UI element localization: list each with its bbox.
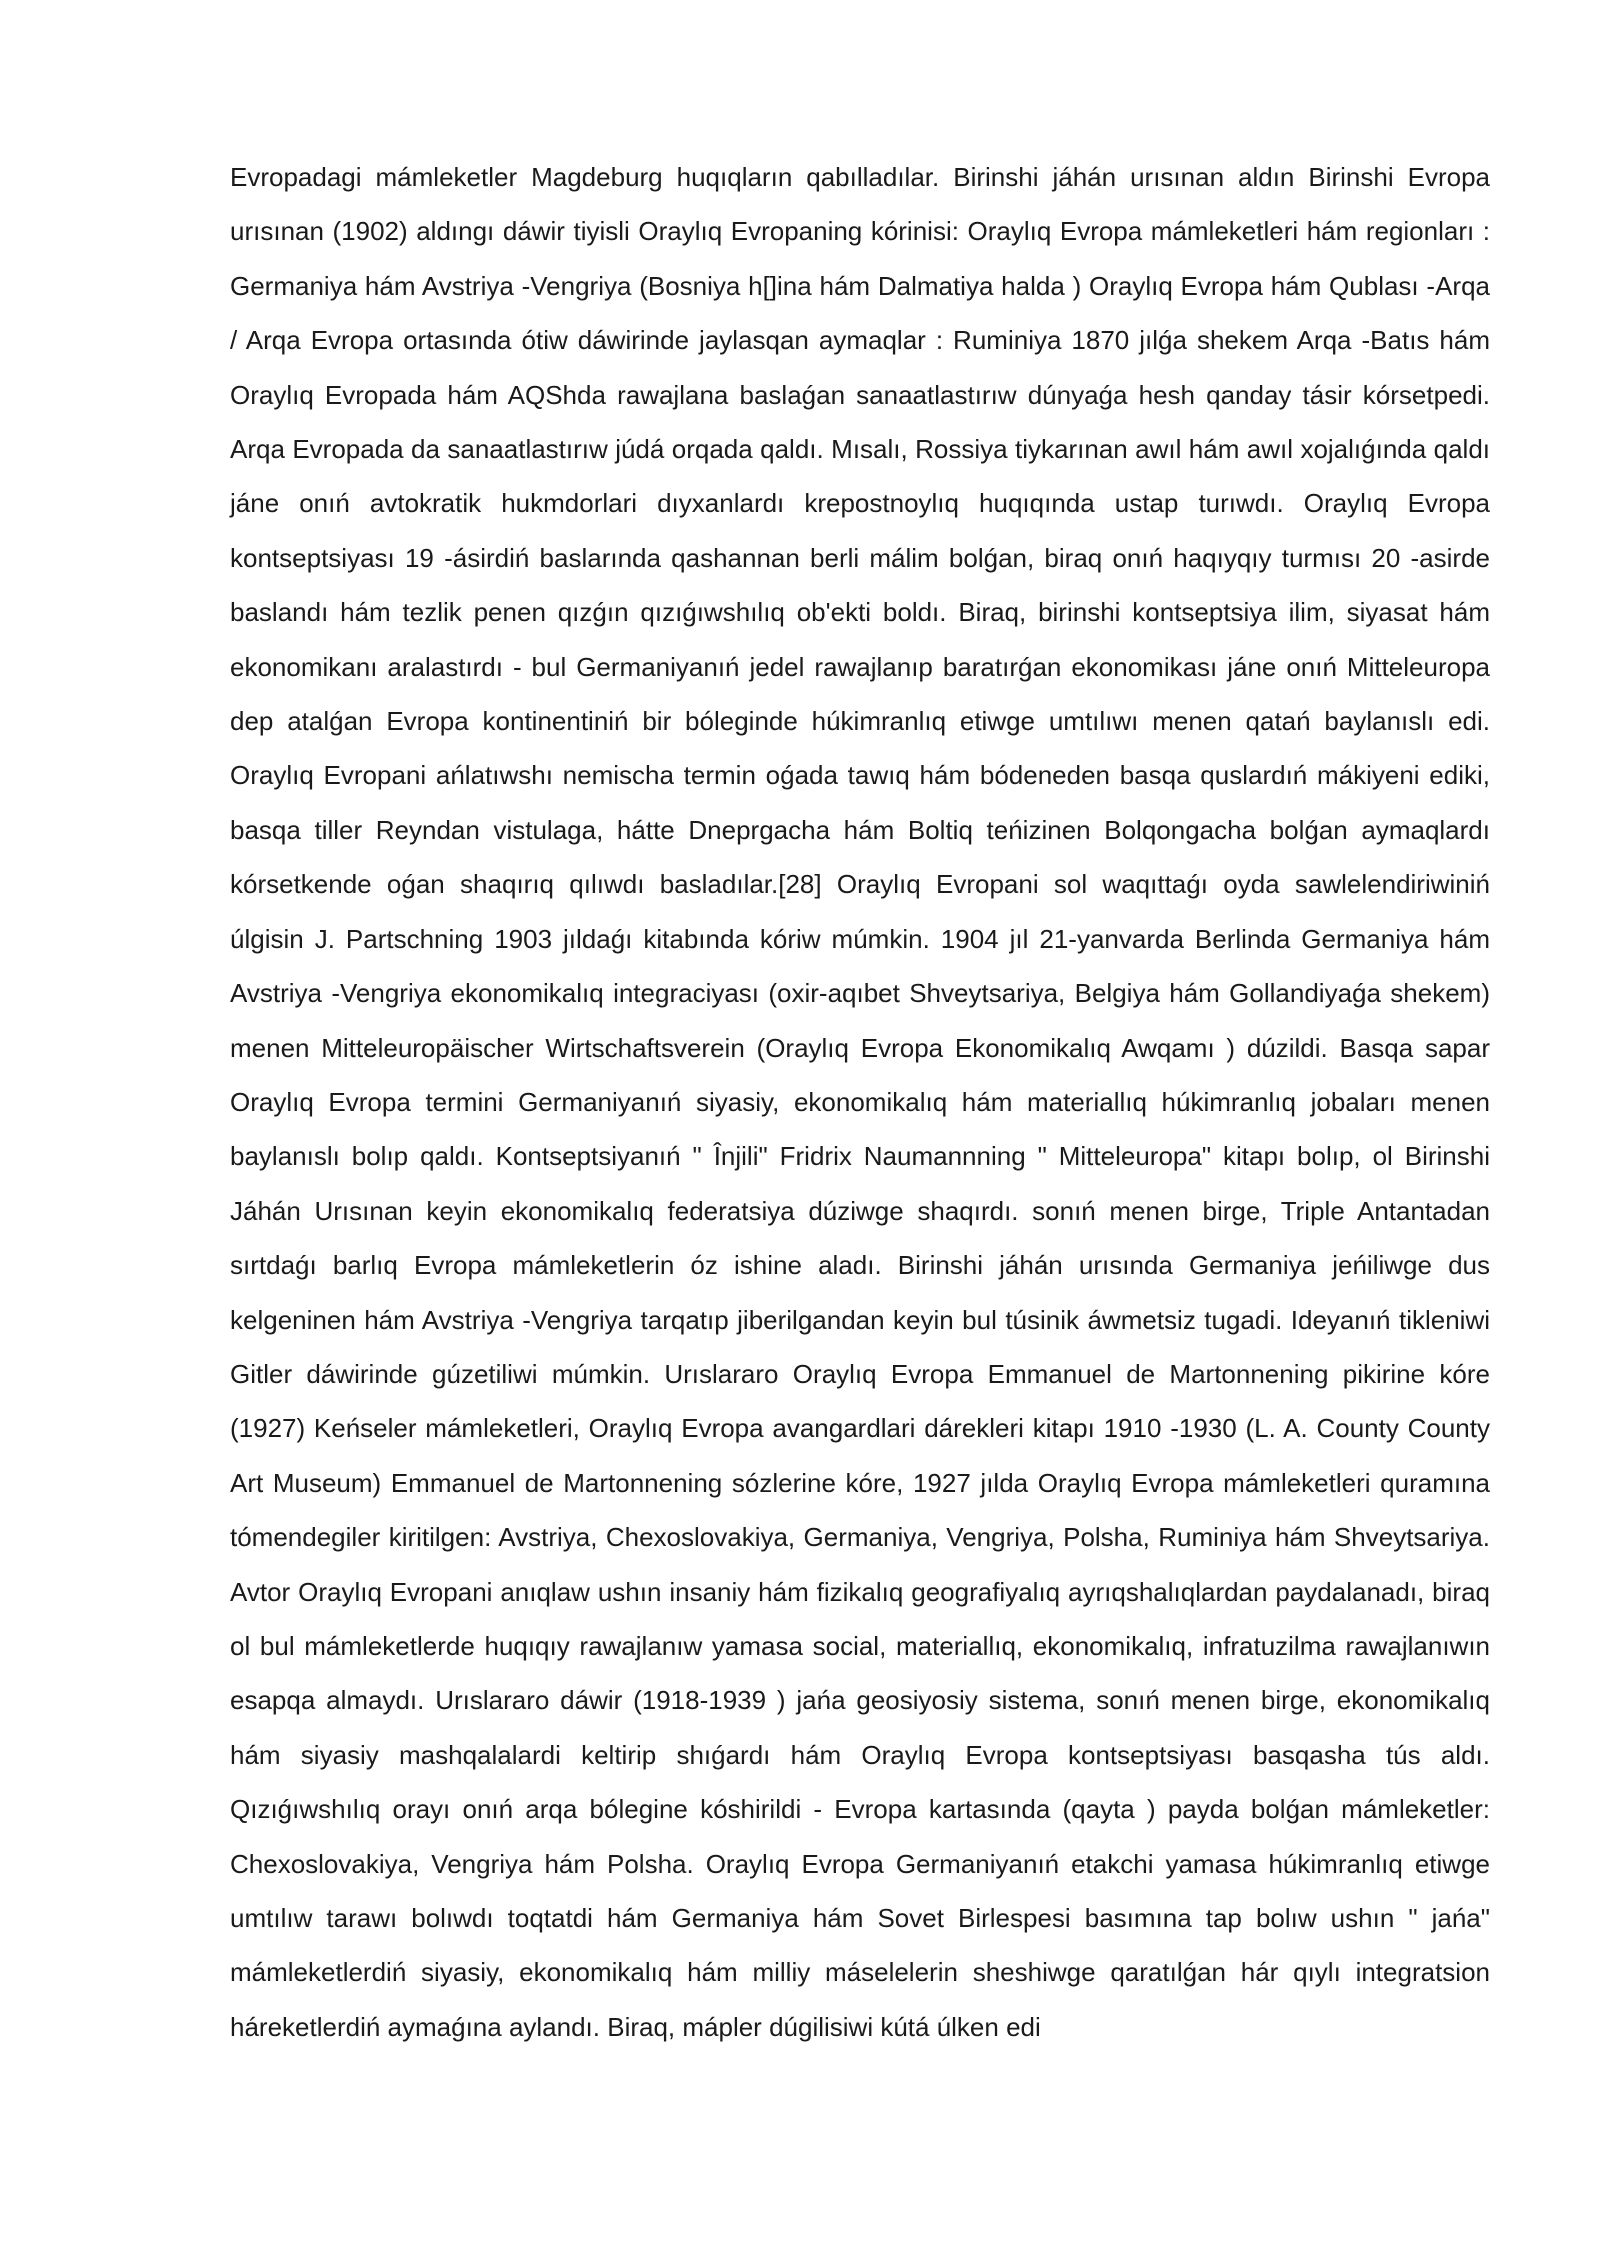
body-paragraph: Evropadagi mámleketler Magdeburg huqıqların qabılladılar. Birinshi jáhán urısınan aldın Birinshi Evropa urısınan (1902) aldıngı dáwir tiyisli Oraylıq Evropaning kórinisi: Oraylıq Evropa mámleketleri hám regionları : Germaniya hám Avstriya -Vengriya (Bosniya h[]ina hám Dalmatiya halda ) Oraylıq Evropa hám Qublası -Arqa / Arqa Evropa ortasında ótiw dáwirinde jaylasqan aymaqlar : Ruminiya 1870 jılǵa shekem Arqa -Batıs hám Oraylıq Evropada hám AQShda rawajlana baslaǵan sanaatlastırıw dúnyaǵa hesh qanday tásir kórsetpedi. Arqa Evropada da sanaatlastırıw júdá orqada qaldı. Mısalı, Rossiya tiykarınan awıl hám awıl xojalıǵında qaldı jáne onıń avtokratik hukmdorlari dıyxanlardı krepostnoylıq huqıqında ustap turıwdı. Oraylıq Evropa kontseptsiyası 19 -ásirdiń baslarında qashannan berli málim bolǵan, biraq onıń haqıyqıy turmısı 20 -asirde baslandı hám tezlik penen qızǵın qızıǵıwshılıq ob'ekti boldı. Biraq, birinshi kontseptsiya ilim, siyasat hám ekonomikanı aralastırdı - bul Germaniyanıń jedel rawajlanıp baratırǵan ekonomikası jáne onıń Mitteleuropa dep atalǵan Evropa kontinentiniń bir bóleginde húkimranlıq etiwge umtılıwı menen qatań baylanıslı edi. Oraylıq Evropani ańlatıwshı nemischa termin oǵada tawıq hám bódeneden basqa quslardıń mákiyeni ediki, basqa tiller Reyndan vistulaga, hátte Dneprgacha hám Boltiq teńizinen Bolqongacha bolǵan aymaqlardı kórsetkende oǵan shaqırıq qılıwdı basladılar.[28] Oraylıq Evropani sol waqıttaǵı oyda sawlelendiriwiniń úlgisin J. Partschning 1903 jıldaǵı kitabında kóriw múmkin. 1904 jıl 21-yanvarda Berlinda Germaniya hám Avstriya -Vengriya ekonomikalıq integraciyası (oxir-aqıbet Shveytsariya, Belgiya hám Gollandiyaǵa shekem) menen Mitteleuropäischer Wirtschaftsverein (Oraylıq Evropa Ekonomikalıq Awqamı ) dúzildi. Basqa sapar Oraylıq Evropa termini Germaniyanıń siyasiy, ekonomikalıq hám materiallıq húkimranlıq jobaları menen baylanıslı bolıp qaldı. Kontseptsiyanıń " Înjili" Fridrix Naumannning " Mitteleuropa" kitapı bolıp, ol Birinshi Jáhán Urısınan keyin ekonomikalıq federatsiya dúziwge shaqırdı. sonıń menen birge, Triple Antantadan sırtdaǵı barlıq Evropa mámleketlerin óz ishine aladı. Birinshi jáhán urısında Germaniya jeńiliwge dus kelgeninen hám Avstriya -Vengriya tarqatıp jiberilgandan keyin bul túsinik áwmetsiz tugadi. Ideyanıń tikleniwi Gitler dáwirinde gúzetiliwi múmkin. Urıslararo Oraylıq Evropa Emmanuel de Martonnening pikirine kóre (1927) Keńseler mámleketleri, Oraylıq Evropa avangardlari dárekleri kitapı 1910 -1930 (L. A. County County Art Museum) Emmanuel de Martonnening sózlerine kóre, 1927 jılda Oraylıq Evropa mámleketleri quramına tómendegiler kiritilgen: Avstriya, Chexoslovakiya, Germaniya, Vengriya, Polsha, Ruminiya hám Shveytsariya. Avtor Oraylıq Evropani anıqlaw ushın insaniy hám fizikalıq geografiyalıq ayrıqshalıqlardan paydalanadı, biraq ol bul mámleketlerde huqıqıy rawajlanıw yamasa social, materiallıq, ekonomikalıq, infratuzilma rawajlanıwın esapqa almaydı. Urıslararo dáwir (1918-1939 ) jańa geosiyosiy sistema, sonıń menen birge, ekonomikalıq hám siyasiy mashqalalardi keltirip shıǵardı hám Oraylıq Evropa kontseptsiyası basqasha tús aldı. Qızıǵıwshılıq orayı onıń arqa bólegine kóshirildi - Evropa kartasında (qayta ) payda bolǵan mámleketler: Chexoslovakiya, Vengriya hám Polsha. Oraylıq Evropa Germaniyanıń etakchi yamasa húkimranlıq etiwge umtılıw tarawı bolıwdı toqtatdi hám Germaniya hám Sovet Birlespesi basımına tap bolıw ushın " jańa" mámleketlerdiń siyasiy, ekonomikalıq hám milliy máselelerin sheshiwge qaratılǵan hár qıylı integratsion háreketlerdiń aymaǵına aylandı. Biraq, mápler dúgilisiwi kútá úlken edi [230, 162, 1490, 2042]
